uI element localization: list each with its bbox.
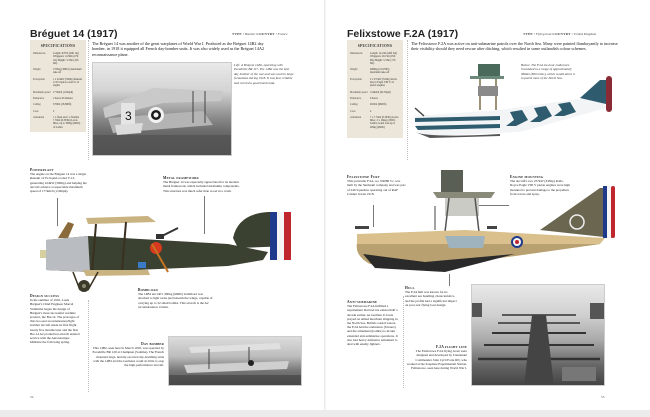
spec-row: Ceiling 5760m (18,898ft) <box>33 103 72 107</box>
spec-row: Ceiling 2925m (9600ft) <box>350 103 387 107</box>
type-value: Bomber <box>244 32 256 36</box>
note-flight-line: F.2A flight line The Felixstowe F.2A flying boats were designed and developed by Lieutenant Commander John Cyril Porte RN, who worked at the Seaplane Experimental Station, Felixstowe, seen here during World War I. <box>406 345 467 371</box>
country-label: COUNTRY <box>552 32 571 36</box>
note-hull: Hull The F.2A hull was known for its excellent sea handling characteristics, and the profile had a significant impact on post-war flying boat design. <box>405 286 457 307</box>
page-title: Felixstowe F.2A (1917) <box>347 28 459 40</box>
column-rule <box>88 300 89 392</box>
page-number: 55 <box>601 395 605 399</box>
breguet-photo-illustration <box>93 63 232 156</box>
spec-row: Endurance 6 hours <box>350 96 378 100</box>
photo-caption: Below: The F.2A six-hour endurance translated to a range of approximately 966km (600 miles), which would allow it to patrol most of the North Sea. <box>521 63 575 81</box>
specifications-box <box>347 40 403 138</box>
spec-row: Crew 4 <box>350 109 372 113</box>
country-value: United Kingdom <box>573 32 597 36</box>
intro-paragraph: The Bréguet 14 was another of the great warplanes of World War I. Produced as the Bréguet 14B2 day bomber, in 1918 it equipped all French day-bomber units. It was also widely used as the Bréguet 14A2 reconnaissance plane. <box>92 41 265 57</box>
note-anti-submarine: Anti-submarine The Felixstowe F.2A fulfilled a requirement that had not existed half a decade earlier. As German U-boats preyed on Allied merchant shipping in the North Sea, British coastal waters, the F.2A had the endurance (6 hours) and the armament (bombs) to mount extended anti-submarine operations. It also had heavy defensive armament to deal with enemy fighters. <box>347 300 398 347</box>
spec-row: Dimensions Length: 14.10m (46ft 3in) Wingspan: 29.15m (95ft 8in) Height: 5.33m (17ft 6in) <box>350 52 398 65</box>
day-bomber-photo-illustration <box>169 337 302 386</box>
spec-row: Powerplant 2 x 257kW (345hp) Rolls-Royce Eagle VIII V-12 piston engines <box>350 77 398 88</box>
photo-caption: Left: A Bréguet 14B2, operating with Escadrille BR 117. The 14B2 was the best day bomber of the war and was used in large formations during 1918. It was fast, reliable and carried a good bomb load. <box>234 63 294 85</box>
breguet-profile-illustration <box>28 200 308 292</box>
country-value: France <box>277 32 288 36</box>
column-rule <box>407 40 408 160</box>
column-rule <box>403 296 404 388</box>
spec-row: Weight 4980kg (10,978lb) maximum take-off <box>350 68 390 75</box>
flight-line-photo <box>471 284 605 386</box>
spec-row: Weight 1765kg (3891lb) maximum take-off <box>33 68 82 75</box>
leader-line <box>449 274 450 286</box>
breguet-photo <box>92 62 232 156</box>
type-label: TYPE <box>232 32 242 36</box>
dazzle-flying-boat-illustration <box>410 60 620 140</box>
note-day-bomber: Day bomber This 14B2, seen here in March 1918, was operated by Escadrille BR 120 at Champien (Somme). The French mounted large, heavily escorted day-bombing raids with the 14B2 and the Germans could do little to stop the high-performance aircraft. <box>92 342 164 368</box>
note-felixstowe-fury: Felixstowe Fury This particular F.2A, no. N4080 'G', was built by the Sunbeam company and was part of 240 Squadron operating out of RAF Calshot in late 1918. <box>347 175 406 196</box>
spec-row: Dimensions Length: 8.87m (29ft 1in) Wingspan: 14.36m (47ft 1in) Height: 3.33m (10ft 9in) <box>33 52 79 65</box>
spec-row: Powerplant 1 x 224kW (300hp) Renault 12 Fe liquid-cooled V-12 engine <box>33 77 83 88</box>
type-value: Flying boat <box>535 32 552 36</box>
type-country-line: TYPE • Bomber COUNTRY • France <box>232 32 288 36</box>
viewer-bottom-bar <box>0 410 650 417</box>
note-engine-mounting: Engine mounting The aircraft's two 257kW (345hp) Rolls-Royce Eagle VIII V piston engines were high mounted to prevent damage to the propellers from waves and spray. <box>510 175 570 196</box>
column-rule <box>88 40 89 160</box>
note-design-success: Design success In the summer of 1916, Louis Bréguet's Chief Engineer Marcel Vuillerme began the design of Bréguet's most successful wartime product, the Bre.14. The prototype of this two-seat reconnaissance/light bomber aircraft made its first flight barely five months later and the first Bre.14 A2 production aircraft entered service with the Aéronautique Militaire the following spring. <box>30 294 80 345</box>
left-page <box>0 0 325 410</box>
svg-text:3: 3 <box>125 109 132 123</box>
spec-row: Armament 1 x fixed and 1 x flexible 7.7mm (0.303in) Lewis MGs; up to 300kg (660lb) of bombs <box>33 115 81 129</box>
day-bomber-photo <box>168 336 302 386</box>
type-label: TYPE <box>523 32 533 36</box>
page-number: 54 <box>30 395 34 399</box>
flight-line-photo-illustration <box>472 285 605 386</box>
note-powerplant: Powerplant The engine on the Bréguet 14 was a single Renault 12 Fe liquid-cooled V-12, generating 224kW (300hp) and helping the aircraft achieve a respectable maximum speed of 177km/h (110mph). <box>30 168 87 194</box>
specs-heading: SPECIFICATIONS <box>357 44 393 48</box>
f2a-profile-illustration <box>345 168 635 278</box>
spec-row: Endurance 2 hours 45 minutes <box>33 96 73 100</box>
page-title: Bréguet 14 (1917) <box>30 28 118 40</box>
right-page <box>325 0 650 410</box>
note-metal-framework: Metal framework The Bréguet 14 was especially appreciated for its modern metal framework, which included duralumin components. This structure was much safer than wood in a crash. <box>163 176 240 193</box>
intro-paragraph: The Felixstowe F.2A was active on anti-submarine patrols over the North Sea. Many were painted flamboyantly to increase their visibility should they need rescue after ditching, which resulted in some outlandish colour schemes. <box>411 41 618 52</box>
spec-row: Crew 2 <box>33 109 55 113</box>
specs-heading: SPECIFICATIONS <box>40 44 76 48</box>
country-label: COUNTRY <box>256 32 275 36</box>
spec-row: Maximum speed 177km/h (110mph) <box>33 90 74 94</box>
spec-row: Armament 7 x 7.7mm (0.303in) Lewis MGs; 2 x 104kg (230lb) bombs; bomb load up to 209kg (460lb) <box>350 115 399 129</box>
type-country-line: TYPE • Flying boat COUNTRY • United Kingdom <box>523 32 597 36</box>
spec-row: Maximum speed 154km/h (95.5mph) <box>350 90 391 94</box>
note-bombload: Bombload The 14B2 aircraft's 300kg (660lb) bombload was attached to light racks just beneath the wings, capable of carrying up to 32 small bombs. This aircraft is the A2 reconnaissance variant. <box>138 288 213 309</box>
specifications-box <box>30 40 86 132</box>
